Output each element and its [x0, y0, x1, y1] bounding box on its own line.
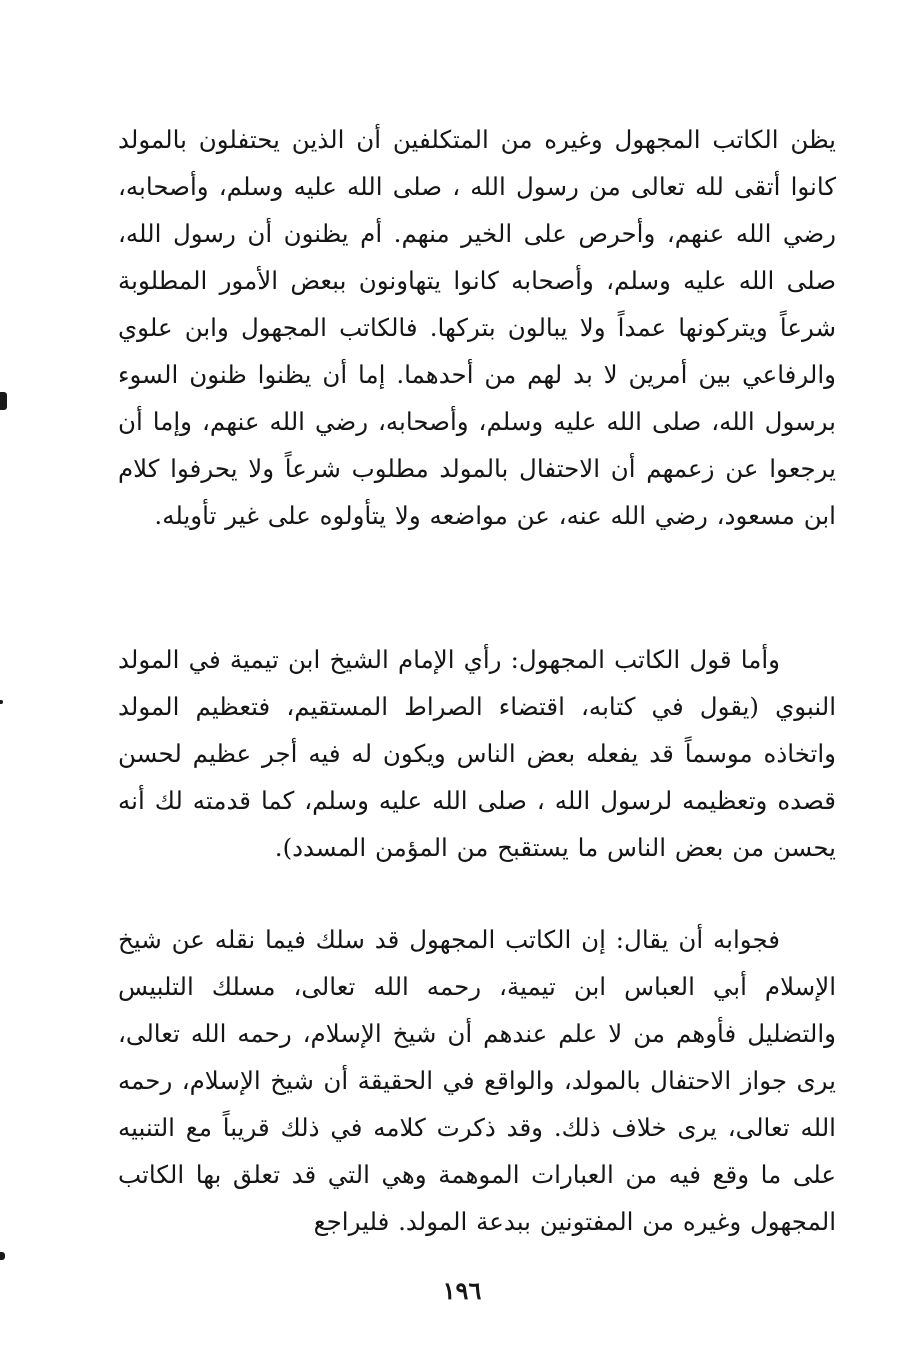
scan-edge-mark: [0, 700, 3, 704]
paragraph-1: يظن الكاتب المجهول وغيره من المتكلفين أن الذين يحتفلون بالمولد كانوا أتقى لله تعالى من رسول الله ، صلى الله عليه وسلم، وأصحابه، رضي الله عنهم، وأحرص على الخير منهم. أم يظنون أن رسول الله، صلى الله عليه وسلم، وأصحابه كانوا يتهاونون ببعض الأمور المطلوبة شرعاً ويتركونها عمداً ولا يبالون بتركها. فالكاتب المجهول وابن علوي والرفاعي بين أمرين لا بد لهم من أحدهما. إما أن يظنوا ظنون السوء برسول الله، صلى الله عليه وسلم، وأصحابه، رضي الله عنهم، وإما أن يرجعوا عن زعمهم أن الاحتفال بالمولد مطلوب شرعاً ولا يحرفوا كلام ابن مسعود، رضي الله عنه، عن مواضعه ولا يتأولوه على غير تأويله.: [118, 125, 836, 530]
scan-edge-mark: [0, 392, 7, 410]
scan-edge-mark: [0, 1252, 5, 1260]
paragraph-2: وأما قول الكاتب المجهول: رأي الإمام الشيخ ابن تيمية في المولد النبوي (يقول في كتابه، اقتضاء الصراط المستقيم، فتعظيم المولد واتخاذه موسماً قد يفعله بعض الناس ويكون له فيه أجر عظيم لحسن قصده وتعظيمه لرسول الله ، صلى الله عليه وسلم، كما قدمته لك أنه يحسن من بعض الناس ما يستقبح من المؤمن المسدد).: [118, 645, 836, 862]
paragraph-3: فجوابه أن يقال: إن الكاتب المجهول قد سلك فيما نقله عن شيخ الإسلام أبي العباس ابن تيمية، رحمه الله تعالى، مسلك التلبيس والتضليل فأوهم من لا علم عندهم أن شيخ الإسلام، رحمه الله تعالى، يرى جواز الاحتفال بالمولد، والواقع في الحقيقة أن شيخ الإسلام، رحمه الله تعالى، يرى خلاف ذلك. وقد ذكرت كلامه في ذلك قريباً مع التنبيه على ما وقع فيه من العبارات الموهمة وهي التي قد تعلق بها الكاتب المجهول وغيره من المفتونين ببدعة المولد. فليراجع: [118, 925, 836, 1236]
page-number: ١٩٦: [442, 1276, 482, 1305]
